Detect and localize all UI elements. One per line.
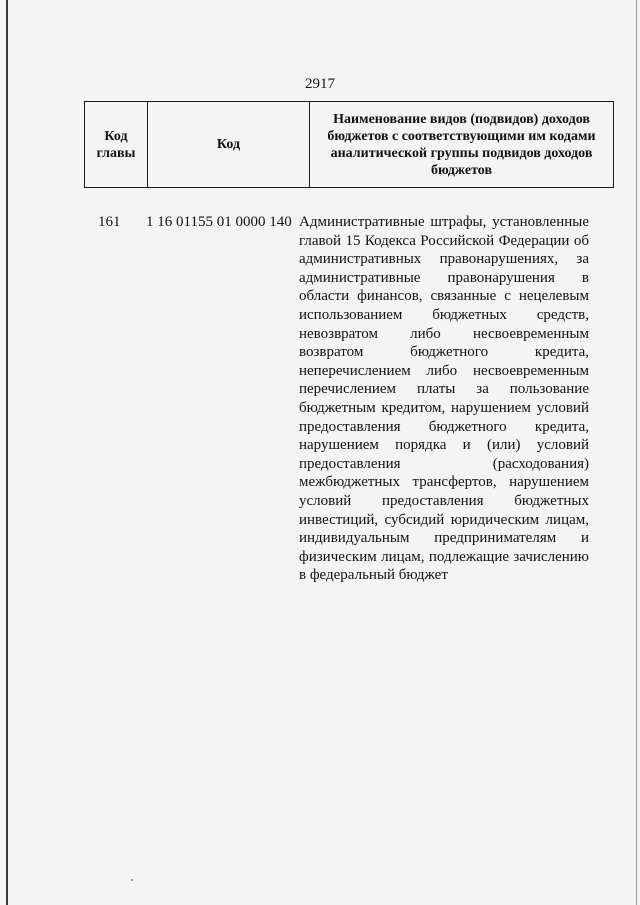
row-code: 1 16 01155 01 0000 140 xyxy=(146,214,292,230)
header-code: Код xyxy=(148,102,310,188)
header-row xyxy=(85,102,614,188)
table-header xyxy=(84,101,614,188)
header-revenue-name: Наименование видов (подвидов) доходов бюджетов с соответствующими им кодами аналитической группы подвидов доходов бюджетов xyxy=(310,102,614,188)
row-chapter-code: 161 xyxy=(98,214,121,230)
header-chapter-code: Код главы xyxy=(85,102,148,188)
page-number: 2917 xyxy=(305,76,335,92)
scan-edge-left xyxy=(6,0,8,905)
scan-edge-right xyxy=(636,0,637,905)
row-description: Административные штрафы, установленные главой 15 Кодекса Российской Федерации об административных правонарушениях, за административные правонарушения в области финансов, связанные с нецелевым использованием бюджетных средств, невозвратом либо несвоевременным возвратом бюджетного кредита, неперечислением либо несвоевременным перечислением платы за пользование бюджетным кредитом, нарушением условий предоставления бюджетного кредита, нарушением порядка и (или) условий предоставления (расходования) межбюджетных трансфертов, нарушением условий предоставления бюджетных инвестиций, субсидий юридическим лицам, индивидуальным предпринимателям и физическим лицам, подлежащие зачислению в федеральный бюджет xyxy=(299,214,589,584)
scan-speck xyxy=(131,879,133,881)
